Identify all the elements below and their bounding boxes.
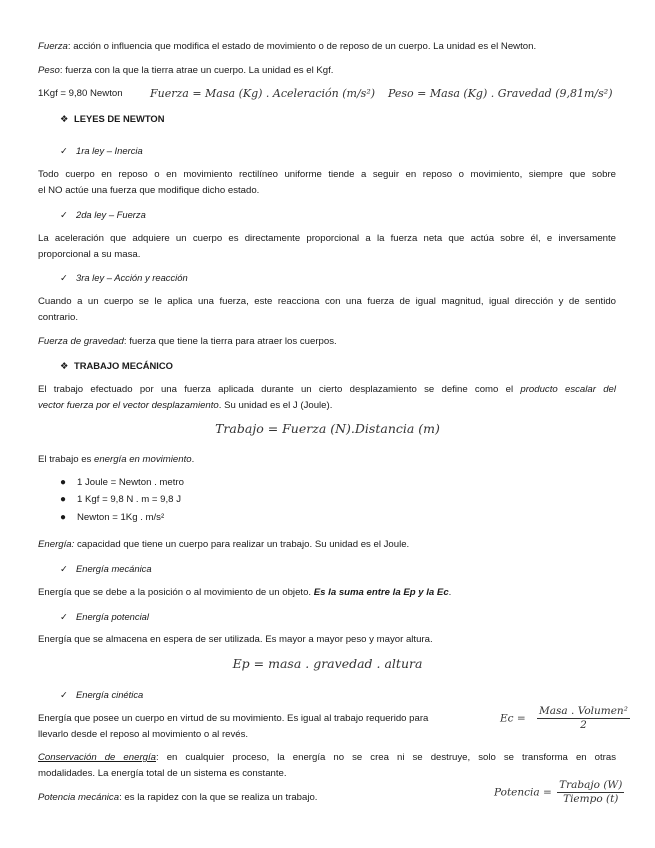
cinetica-title [60, 689, 143, 701]
diamond-bullet-icon: ❖ [60, 360, 69, 371]
trabajo-def-line2-b: . Su unidad es el J (Joule). [218, 400, 333, 411]
mecanica-text [38, 587, 616, 599]
leyes-heading-text: LEYES DE NEWTON [74, 113, 165, 124]
fuerza-definition [38, 41, 616, 53]
ec-formula [500, 705, 630, 732]
bullet-item [60, 494, 181, 505]
trabajo-def-line2 [38, 400, 616, 412]
gravedad-text: : fuerza que tiene la tierra para atraer los cuerpos. [123, 336, 337, 347]
checkmark-icon: ✓ [60, 145, 68, 156]
potencial-text: Energía que se almacena en espera de ser utilizada. Es mayor a mayor peso y mayor altura. [38, 634, 433, 645]
trabajo-energia-b: energía en movimiento [94, 454, 192, 465]
mecanica-title-text: Energía mecánica [76, 563, 152, 574]
conservacion-text: : en cualquier proceso, la energía no se crea ni se destruye, solo se transforma en otras [155, 752, 616, 763]
conservacion-term: Conservación de energía [38, 752, 156, 763]
checkmark-icon: ✓ [60, 272, 68, 283]
ley1-title [60, 145, 143, 157]
bullet-item [60, 477, 184, 488]
checkmark-icon: ✓ [60, 611, 68, 622]
trabajo-heading-text: TRABAJO MECÁNICO [74, 360, 173, 371]
trabajo-def-line1-b: producto escalar del [520, 384, 616, 395]
conservacion-line1 [38, 752, 616, 764]
ley1-title-text: 1ra ley – Inercia [76, 145, 143, 156]
ley3-title [60, 272, 188, 284]
ley3-title-text: 3ra ley – Acción y reacción [76, 272, 188, 283]
checkmark-icon: ✓ [60, 209, 68, 220]
fuerza-formula: Fuerza = Masa (Kg) . Aceleración (m/s²) [150, 87, 376, 100]
trabajo-energia-c: . [191, 454, 195, 465]
ley2-title-text: 2da ley – Fuerza [76, 209, 146, 220]
trabajo-formula: Trabajo = Fuerza (N).Distancia (m) [215, 421, 440, 436]
potencial-title-text: Energía potencial [76, 611, 149, 622]
trabajo-heading [60, 360, 173, 372]
ley2-line1: La aceleración que adquiere un cuerpo es directamente proporcional a la fuerza neta que actúa sobre él, e inversamente [38, 233, 616, 244]
trabajo-energia-a: El trabajo es [38, 454, 94, 465]
potencia-numerator: Trabajo (W) [559, 779, 623, 791]
potencia-fraction [557, 779, 624, 806]
fuerza-text: : acción o influencia que modifica el estado de movimiento o de reposo de un cuerpo. La unidad es el Newton. [67, 41, 537, 52]
potencia-term: Potencia mecánica [38, 792, 120, 803]
bullet-text: Newton = 1Kg . m/s² [77, 512, 165, 523]
trabajo-energia-line [38, 454, 616, 466]
mecanica-text-b: Es la suma entre la Ep y la Ec [313, 587, 449, 598]
potencia-label: Potencia = [494, 786, 552, 799]
bullet-text: 1 Joule = Newton . metro [77, 477, 184, 488]
mecanica-text-a: Energía que se debe a la posición o al movimiento de un objeto. [38, 587, 314, 598]
cinetica-line1: Energía que posee un cuerpo en virtud de su movimiento. Es igual al trabajo requerido para [38, 713, 429, 724]
leyes-heading [60, 113, 164, 125]
gravedad-definition [38, 336, 616, 348]
bullet-dot-icon: ● [60, 477, 67, 488]
ley3-line1: Cuando a un cuerpo se le aplica una fuerza, este reacciona con una fuerza de igual magnitud, igual dirección y de sentido [38, 296, 616, 307]
conservacion-line2: modalidades. La energía total de un sistema es constante. [38, 768, 287, 779]
ec-label: Ec = [500, 712, 526, 725]
ley2-title [60, 209, 146, 221]
ec-denominator: 2 [580, 719, 587, 731]
gravedad-term: Fuerza de gravedad [38, 336, 124, 347]
mecanica-title [60, 563, 152, 575]
potencia-denominator: Tiempo (t) [563, 793, 619, 805]
potencia-text: : es la rapidez con la que se realiza un trabajo. [119, 792, 318, 803]
mecanica-text-c: . [448, 587, 452, 598]
bullet-dot-icon: ● [60, 494, 67, 505]
cinetica-line2: llevarlo desde el reposo al movimiento o al revés. [38, 729, 249, 740]
ec-fraction [537, 705, 630, 732]
fuerza-term: Fuerza [38, 41, 68, 52]
diamond-bullet-icon: ❖ [60, 113, 69, 124]
formula-line [38, 88, 616, 100]
cinetica-title-text: Energía cinética [76, 689, 144, 700]
bullet-dot-icon: ● [60, 512, 67, 523]
ep-formula: Ep = masa . gravedad . altura [232, 656, 423, 671]
kgf-equivalence: 1Kgf = 9,80 Newton [38, 88, 123, 99]
ley1-line1: Todo cuerpo en reposo o en movimiento rectilíneo uniforme tiende a seguir en reposo o movimiento, siempre que sobre [38, 169, 616, 180]
ley3-line2: contrario. [38, 312, 78, 323]
checkmark-icon: ✓ [60, 689, 68, 700]
ley2-line2: proporcional a su masa. [38, 249, 141, 260]
energia-term: Energía: [38, 539, 75, 550]
peso-definition [38, 65, 616, 77]
peso-text: : fuerza con la que la tierra atrae un cuerpo. La unidad es el Kgf. [59, 65, 334, 76]
ec-numerator: Masa . Volumen² [539, 705, 628, 717]
peso-term: Peso [38, 65, 60, 76]
trabajo-def-line2-a: vector fuerza por el vector desplazamiento [38, 400, 219, 411]
potencia-formula [494, 779, 624, 806]
trabajo-def-line1-a: El trabajo efectuado por una fuerza aplicada durante un cierto desplazamiento se define como el [38, 384, 521, 395]
energia-text: capacidad que tiene un cuerpo para realizar un trabajo. Su unidad es el Joule. [74, 539, 410, 550]
peso-formula: Peso = Masa (Kg) . Gravedad (9,81m/s²) [388, 87, 613, 100]
ley1-line2: el NO actúe una fuerza que modifique dicho estado. [38, 185, 260, 196]
bullet-text: 1 Kgf = 9,8 N . m = 9,8 J [77, 494, 181, 505]
potencial-title [60, 611, 149, 623]
trabajo-def-line1 [38, 384, 616, 396]
energia-definition [38, 539, 616, 551]
checkmark-icon: ✓ [60, 563, 68, 574]
bullet-item [60, 512, 164, 523]
